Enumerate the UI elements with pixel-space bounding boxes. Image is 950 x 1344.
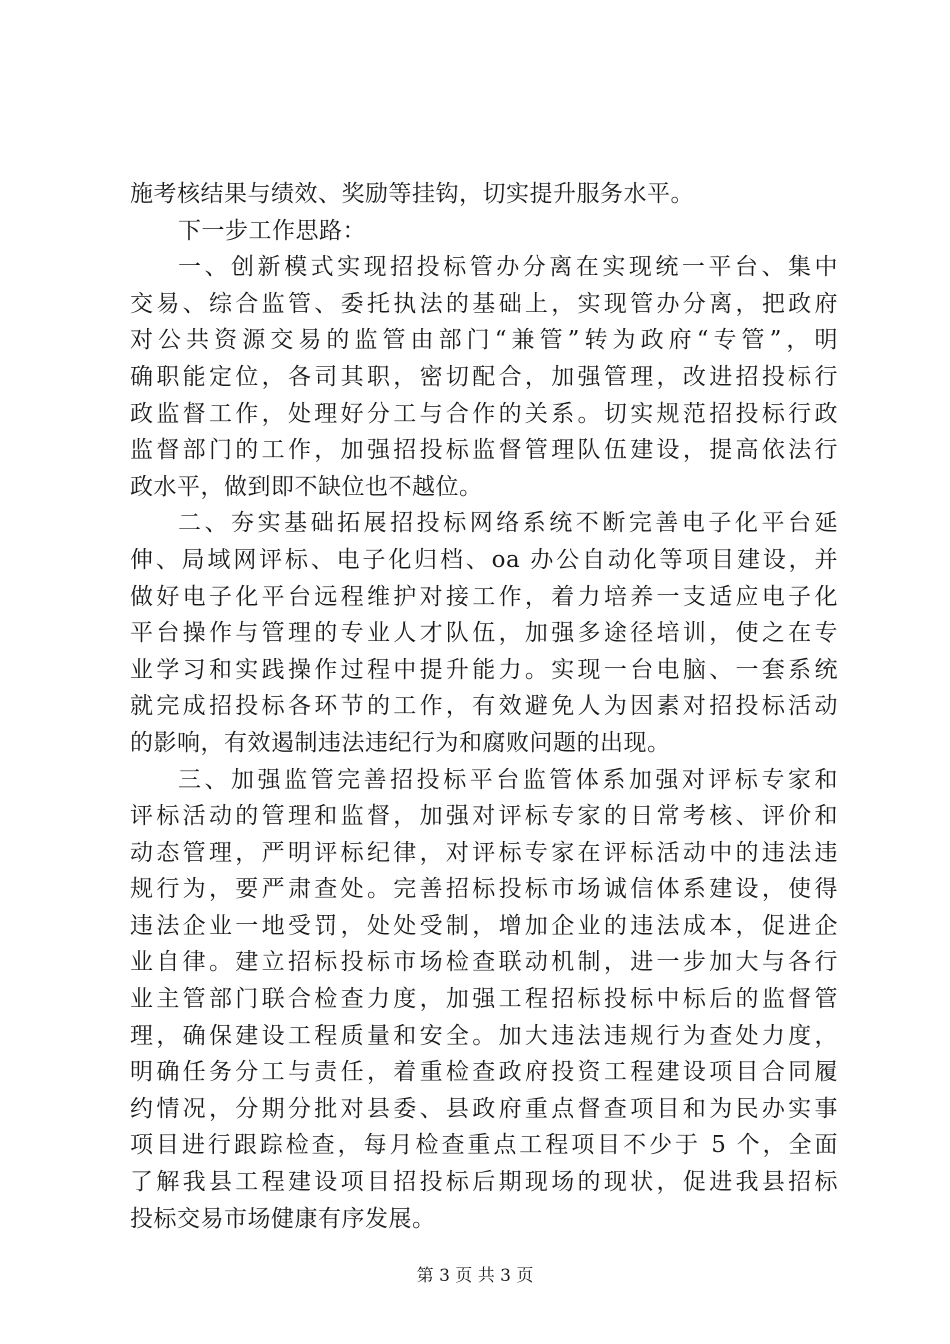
document-body (130, 176, 838, 1237)
text-line: 平台操作与管理的专业人才队伍，加强多途径培训，使之在专 (130, 620, 838, 647)
text-line: 规行为，要严肃查处。完善招标投标市场诚信体系建设，使得 (130, 876, 838, 903)
text-line: 投标交易市场健康有序发展。 (130, 1205, 436, 1232)
text-line: 明确任务分工与责任，着重检查政府投资工程建设项目合同履 (130, 1059, 838, 1086)
text-line: 对公共资源交易的监管由部门“兼管”转为政府“专管”，明 (130, 327, 838, 354)
text-line: 违法企业一地受罚，处处受制，增加企业的违法成本，促进企 (130, 912, 838, 939)
text-line: 的影响，有效遏制违法违纪行为和腐败问题的出现。 (130, 729, 671, 756)
text-line: 业自律。建立招标投标市场检查联动机制，进一步加大与各行 (130, 949, 838, 976)
text-line: 理，确保建设工程质量和安全。加大违法违规行为查处力度， (130, 1022, 838, 1049)
text-line: 政监督工作，处理好分工与合作的关系。切实规范招投标行政 (130, 400, 838, 427)
text-line: 业主管部门联合检查力度，加强工程招标投标中标后的监督管 (130, 986, 838, 1013)
text-line: 政水平，做到即不缺位也不越位。 (130, 473, 483, 500)
text-line: 监督部门的工作，加强招投标监督管理队伍建设，提高依法行 (130, 437, 838, 464)
text-line: 动态管理，严明评标纪律，对评标专家在评标活动中的违法违 (130, 839, 838, 866)
text-line: 项目进行跟踪检查，每月检查重点工程项目不少于 5 个，全面 (130, 1132, 838, 1159)
text-line: 评标活动的管理和监督，加强对评标专家的日常考核、评价和 (130, 803, 838, 830)
text-line: 交易、综合监管、委托执法的基础上，实现管办分离，把政府 (130, 290, 838, 317)
text-line: 了解我县工程建设项目招投标后期现场的现状，促进我县招标 (130, 1169, 838, 1196)
text-line: 一、创新模式实现招投标管办分离在实现统一平台、集中 (178, 254, 838, 281)
text-line: 二、夯实基础拓展招投标网络系统不断完善电子化平台延 (178, 510, 838, 537)
text-line: 就完成招投标各环节的工作，有效避免人为因素对招投标活动 (130, 693, 838, 720)
text-line: 做好电子化平台远程维护对接工作，着力培养一支适应电子化 (130, 583, 838, 610)
text-line: 施考核结果与绩效、奖励等挂钩，切实提升服务水平。 (130, 181, 694, 207)
text-line: 伸、局域网评标、电子化归档、oa 办公自动化等项目建设，并 (130, 546, 838, 573)
text-line: 业学习和实践操作过程中提升能力。实现一台电脑、一套系统 (130, 656, 838, 683)
page-footer: 第 3 页 共 3 页 (416, 1266, 534, 1286)
text-line: 三、加强监管完善招投标平台监管体系加强对评标专家和 (178, 766, 838, 793)
text-line: 确职能定位，各司其职，密切配合，加强管理，改进招投标行 (130, 363, 838, 390)
text-line: 约情况，分期分批对县委、县政府重点督查项目和为民办实事 (130, 1095, 838, 1122)
text-line: 下一步工作思路： (178, 217, 366, 244)
